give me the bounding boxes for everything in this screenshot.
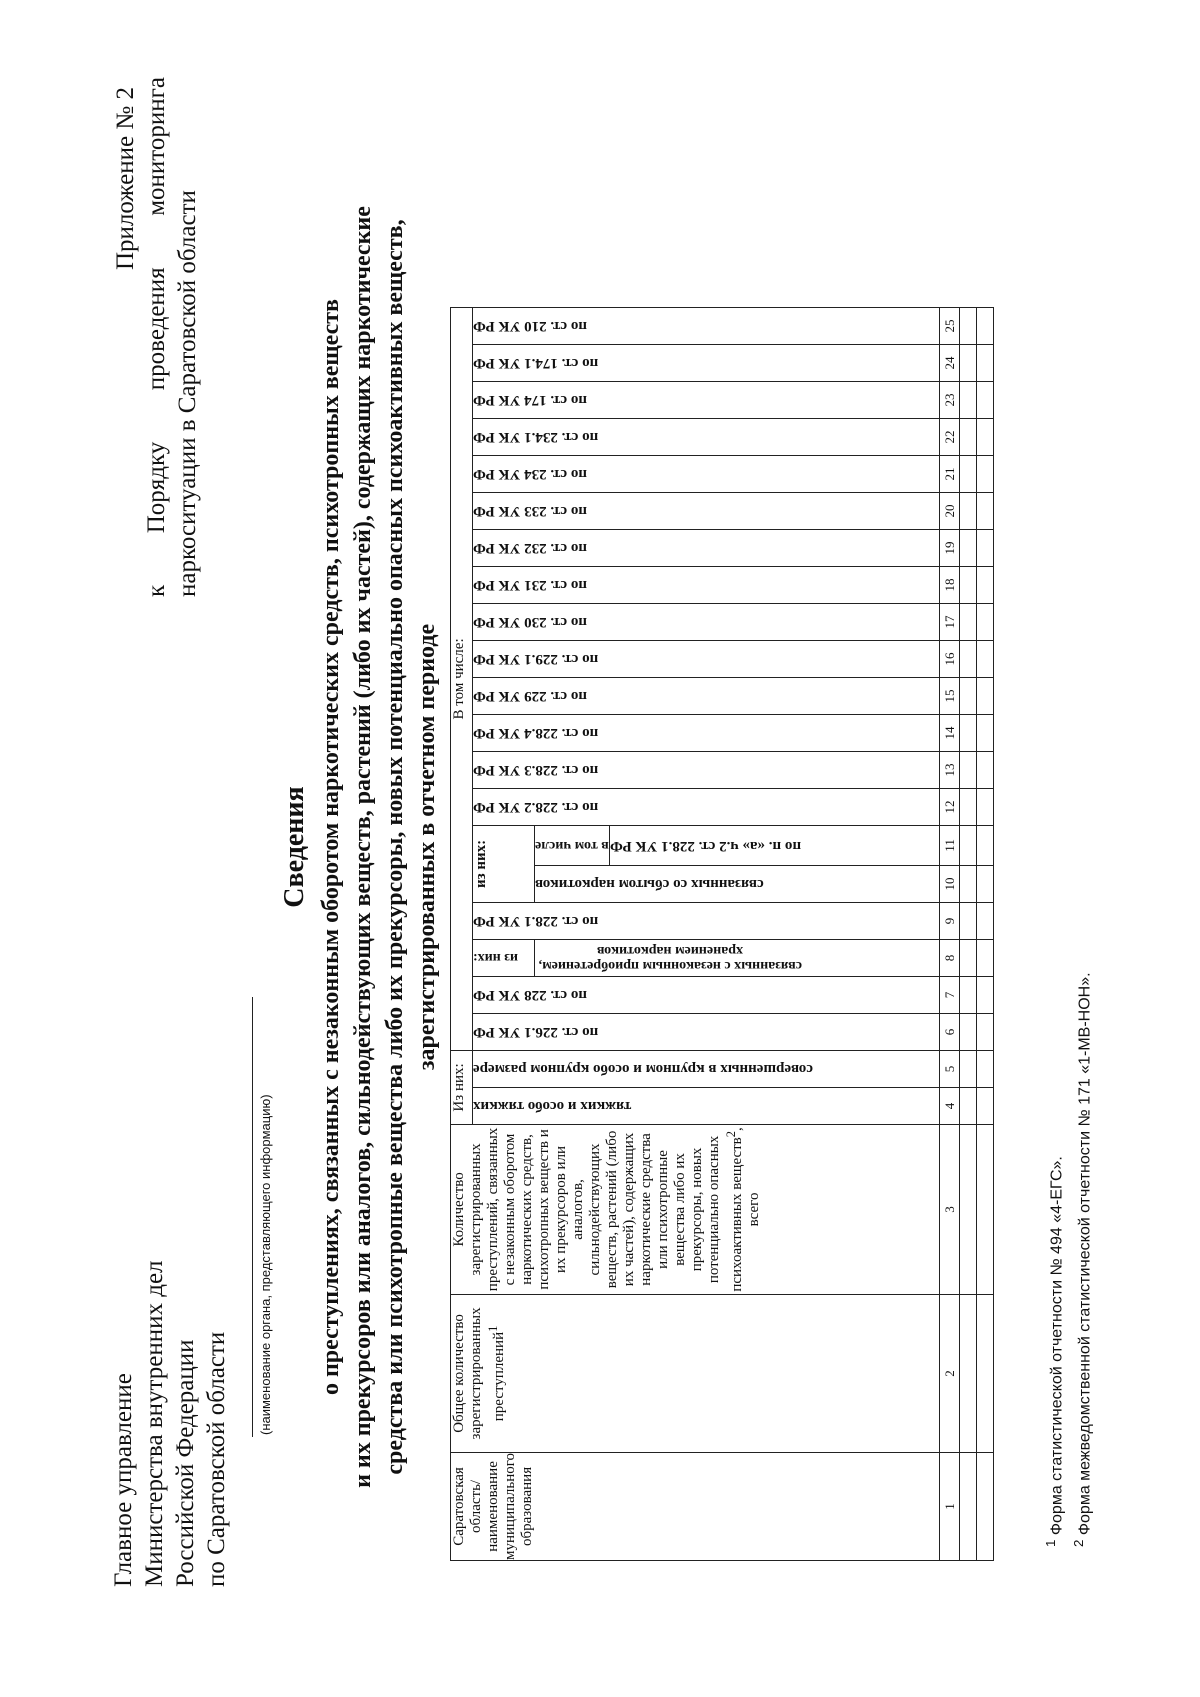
table-cell — [976, 1124, 993, 1294]
table-cell — [959, 1294, 976, 1452]
table-cell — [959, 902, 976, 939]
header-col-14-text: по ст. 228.4 УК РФ — [473, 725, 599, 742]
column-number: 1 — [939, 1452, 959, 1560]
table-cell — [959, 1087, 976, 1124]
header-col-22 — [473, 418, 940, 455]
header-drug-crimes-suffix: , всего — [729, 1127, 762, 1227]
organization-line: по Саратовской области — [203, 1331, 230, 1587]
header-col-16-text: по ст. 229.1 УК РФ — [473, 651, 599, 668]
header-iz-nih-col-10-11: из них: — [473, 825, 535, 902]
header-col-21 — [473, 455, 940, 492]
header-iz-nih-text: из них: — [473, 950, 518, 966]
footnote-ref-2: 2 — [724, 1130, 738, 1138]
header-v-tom-chisle: В том числе: — [451, 307, 473, 1050]
column-number: 3 — [939, 1124, 959, 1294]
header-col-20-text: по ст. 233 УК РФ — [473, 503, 587, 520]
footnote-text: Форма межведомственной статистической отчетности № 171 «1-МВ-НОН». — [1076, 972, 1094, 1536]
column-number: 19 — [939, 529, 959, 566]
header-col-13-text: по ст. 228.3 УК РФ — [473, 762, 599, 779]
header-total-crimes — [451, 1294, 940, 1452]
table-cell — [959, 1124, 976, 1294]
column-number: 21 — [939, 455, 959, 492]
heading-line: о преступлениях, связанных с незаконным оборотом наркотических средств, психотропных веществ — [318, 298, 344, 1396]
header-col-20 — [473, 492, 940, 529]
header-col-21-text: по ст. 234 УК РФ — [473, 466, 587, 483]
column-number: 8 — [939, 939, 959, 976]
header-col-19 — [473, 529, 940, 566]
table-cell — [976, 455, 993, 492]
table-cell — [959, 529, 976, 566]
header-total-crimes-text: Общее количество зарегистрированных преступлений — [451, 1307, 507, 1440]
column-number: 2 — [939, 1294, 959, 1452]
column-number: 6 — [939, 1013, 959, 1050]
table-cell — [959, 939, 976, 976]
header-col-14 — [473, 714, 940, 751]
table-cell — [959, 1452, 976, 1560]
footnote-mark: 2 — [1071, 1539, 1087, 1547]
header-col-9 — [473, 902, 940, 939]
document-heading — [275, 197, 443, 1497]
organization-underline — [252, 997, 253, 1437]
header-col-7-text: по ст. 228 УК РФ — [473, 987, 587, 1004]
table-cell — [976, 751, 993, 788]
appendix-text: к Порядку проведения мониторинга наркоситуации в Саратовской области — [143, 77, 201, 597]
column-number: 18 — [939, 566, 959, 603]
table-cell — [976, 344, 993, 381]
organization-caption: (наименование органа, представляющего информацию) — [258, 1094, 273, 1435]
table-cell — [959, 865, 976, 902]
column-number: 15 — [939, 677, 959, 714]
header-col-11-text: по п. «а» ч.2 ст. 228.1 УК РФ — [609, 837, 801, 854]
header-col-8 — [535, 939, 940, 976]
header-col-4 — [473, 1087, 940, 1124]
header-col-24 — [473, 344, 940, 381]
header-col-13 — [473, 751, 940, 788]
header-col-12 — [473, 788, 940, 825]
table-cell — [959, 381, 976, 418]
header-col-18-text: по ст. 231 УК РФ — [473, 577, 587, 594]
column-number: 11 — [939, 825, 959, 865]
table-cell — [959, 825, 976, 865]
column-number: 9 — [939, 902, 959, 939]
table-cell — [959, 603, 976, 640]
header-col-6-text: по ст. 226.1 УК РФ — [473, 1024, 599, 1041]
column-number: 4 — [939, 1087, 959, 1124]
column-number: 17 — [939, 603, 959, 640]
header-col-10-text: связанных со сбытом наркотиков — [535, 876, 764, 893]
header-col-17 — [473, 603, 940, 640]
table-cell — [976, 788, 993, 825]
table-cell — [976, 640, 993, 677]
table-cell — [959, 788, 976, 825]
statistics-table — [450, 307, 994, 1561]
table-cell — [959, 566, 976, 603]
table-cell — [976, 1294, 993, 1452]
organization-line: Главное управление — [110, 1373, 137, 1587]
header-v-tom-chisle-text: в том числе — [535, 837, 609, 853]
empty-data-row — [959, 307, 976, 1560]
column-number: 14 — [939, 714, 959, 751]
column-number: 22 — [939, 418, 959, 455]
table-cell — [959, 1050, 976, 1087]
header-iz-nih: Из них: — [451, 1050, 473, 1124]
table-cell — [959, 751, 976, 788]
table-cell — [976, 566, 993, 603]
column-number: 24 — [939, 344, 959, 381]
table-cell — [976, 1050, 993, 1087]
footnotes — [1040, 972, 1097, 1547]
table-cell — [976, 902, 993, 939]
appendix-block — [110, 77, 203, 597]
footnote-mark: 1 — [1043, 1539, 1058, 1547]
column-number: 20 — [939, 492, 959, 529]
header-col-19-text: по ст. 232 УК РФ — [473, 540, 587, 557]
table-cell — [976, 418, 993, 455]
table-cell — [976, 603, 993, 640]
header-col-8-text: связанных с незаконным приобретением, хранением наркотиков — [538, 942, 802, 973]
header-col-11 — [609, 825, 939, 865]
column-number: 5 — [939, 1050, 959, 1087]
table-cell — [976, 1452, 993, 1560]
header-iz-nih-col-8 — [473, 939, 535, 976]
column-number: 10 — [939, 865, 959, 902]
header-col-12-text: по ст. 228.2 УК РФ — [473, 799, 599, 816]
header-drug-crimes — [451, 1124, 940, 1294]
column-number: 23 — [939, 381, 959, 418]
header-col-5 — [473, 1050, 940, 1087]
table-cell — [976, 825, 993, 865]
header-col-25 — [473, 307, 940, 344]
header-col-4-text: тяжких и особо тяжких — [473, 1098, 632, 1115]
table-cell — [976, 677, 993, 714]
header-col-9-text: по ст. 228.1 УК РФ — [473, 913, 599, 930]
heading-line: зарегистрированных в отчетном периоде — [414, 623, 440, 1071]
table-cell — [976, 1013, 993, 1050]
header-col-18 — [473, 566, 940, 603]
header-col-6 — [473, 1013, 940, 1050]
footnote-1 — [1040, 972, 1068, 1547]
table-cell — [976, 976, 993, 1013]
statistics-table-wrapper — [450, 307, 994, 1561]
header-col-15-text: по ст. 229 УК РФ — [473, 688, 587, 705]
column-number: 7 — [939, 976, 959, 1013]
table-cell — [959, 455, 976, 492]
table-cell — [959, 714, 976, 751]
header-col-17-text: по ст. 230 УК РФ — [473, 614, 587, 631]
footnote-2 — [1068, 972, 1096, 1547]
header-col-16 — [473, 640, 940, 677]
column-number: 12 — [939, 788, 959, 825]
organization-line: Министерства внутренних дел — [141, 1260, 168, 1587]
table-cell — [959, 344, 976, 381]
column-number: 25 — [939, 307, 959, 344]
table-cell — [976, 381, 993, 418]
organization-block — [108, 1260, 232, 1587]
header-col-23 — [473, 381, 940, 418]
header-col-23-text: по ст. 174 УК РФ — [473, 392, 587, 409]
table-cell — [959, 307, 976, 344]
heading-line: средства или психотропные вещества либо их прекурсоры, новых потенциально опасных психоактивных веществ, — [382, 219, 408, 1475]
empty-data-row — [976, 307, 993, 1560]
table-cell — [959, 640, 976, 677]
heading-line: и их прекурсоров или аналогов, сильнодействующих веществ, растений (либо их частей), содержащих наркотические — [350, 206, 376, 1488]
table-cell — [976, 714, 993, 751]
table-cell — [976, 939, 993, 976]
header-municipality: Саратовская область/ наименование муниципального образования — [451, 1452, 940, 1560]
header-col-22-text: по ст. 234.1 УК РФ — [473, 429, 599, 446]
header-col-5-text: совершенных в крупном и особо крупном размере — [473, 1061, 813, 1078]
column-number: 13 — [939, 751, 959, 788]
header-col-25-text: по ст. 210 УК РФ — [473, 318, 587, 335]
header-drug-crimes-text: Количество зарегистрированных преступлений, связанных с незаконным оборотом наркотических средств, психотропных веществ и их прекурсоров или аналогов, сильнодействующих веществ, растений (либо их частей), содержащих наркотические средства или психотропные вещества либо их прекурсоры, новых потенциально опасных психоактивных веществ — [451, 1127, 745, 1292]
footnote-text: Форма статистической отчетности № 494 «4-ЕГС». — [1048, 1156, 1066, 1536]
appendix-number: Приложение № 2 — [112, 87, 139, 271]
table-cell — [976, 865, 993, 902]
table-cell — [959, 976, 976, 1013]
table-cell — [976, 529, 993, 566]
table-cell — [959, 418, 976, 455]
table-cell — [959, 1013, 976, 1050]
table-cell — [959, 492, 976, 529]
header-col-15 — [473, 677, 940, 714]
heading-title: Сведения — [279, 786, 310, 908]
table-cell — [976, 1087, 993, 1124]
table-cell — [976, 307, 993, 344]
column-number: 16 — [939, 640, 959, 677]
header-col-24-text: по ст. 174.1 УК РФ — [473, 355, 599, 372]
organization-line: Российской Федерации — [172, 1339, 199, 1587]
header-v-tom-chisle-col-11 — [535, 825, 610, 865]
header-col-7 — [473, 976, 940, 1013]
footnote-ref-1: 1 — [486, 1325, 500, 1332]
header-col-10 — [535, 865, 940, 902]
table-cell — [959, 677, 976, 714]
table-cell — [976, 492, 993, 529]
